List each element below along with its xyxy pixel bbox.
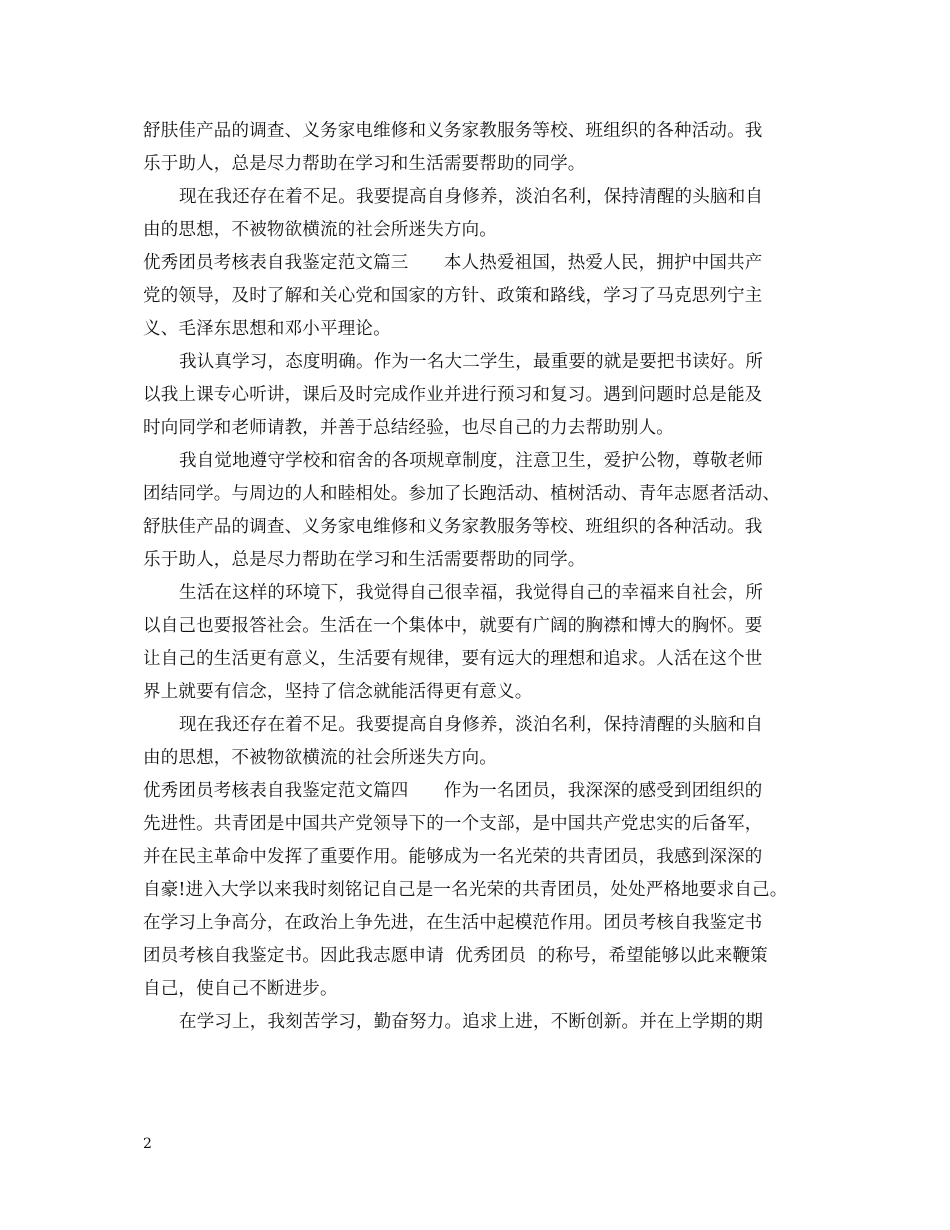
text-line: 时向同学和老师请教，并善于总结经验，也尽自己的力去帮助别人。 — [143, 418, 674, 438]
text-line: 团结同学。与周边的人和睦相处。参加了长跑活动、植树活动、青年志愿者活动、 — [143, 484, 781, 504]
text-line: 自己，使自己不断进步。 — [143, 979, 338, 999]
text-line: 乐于助人，总是尽力帮助在学习和生活需要帮助的同学。 — [143, 550, 586, 570]
text-line: 团员考核自我鉴定书。因此我志愿申请 优秀团员 的称号，希望能够以此来鞭策 — [143, 946, 768, 966]
text-line: 由的思想，不被物欲横流的社会所迷失方向。 — [143, 748, 497, 768]
text-line: 我认真学习，态度明确。作为一名大二学生，最重要的就是要把书读好。所 — [179, 352, 764, 372]
text-line: 优秀团员考核表自我鉴定范文篇四 作为一名团员，我深深的感受到团组织的 — [143, 781, 763, 801]
text-line: 先进性。共青团是中国共产党领导下的一个支部，是中国共产党忠实的后备军， — [143, 814, 763, 834]
text-line: 现在我还存在着不足。我要提高自身修养，淡泊名利，保持清醒的头脑和自 — [179, 715, 764, 735]
text-line: 以自己也要报答社会。生活在一个集体中，就要有广阔的胸襟和博大的胸怀。要 — [143, 616, 763, 636]
text-line: 舒肤佳产品的调查、义务家电维修和义务家教服务等校、班组织的各种活动。我 — [143, 121, 763, 141]
text-line: 界上就要有信念，坚持了信念就能活得更有意义。 — [143, 682, 533, 702]
text-line: 在学习上，我刻苦学习，勤奋努力。追求上进，不断创新。并在上学期的期 — [179, 1012, 764, 1032]
text-line: 现在我还存在着不足。我要提高自身修养，淡泊名利，保持清醒的头脑和自 — [179, 187, 764, 207]
text-line: 并在民主革命中发挥了重要作用。能够成为一名光荣的共青团员，我感到深深的 — [143, 847, 763, 867]
page-number: 2 — [143, 1136, 152, 1152]
text-line: 生活在这样的环境下，我觉得自己很幸福，我觉得自己的幸福来自社会，所 — [179, 583, 764, 603]
text-line: 党的领导，及时了解和关心党和国家的方针、政策和路线，学习了马克思列宁主 — [143, 286, 763, 306]
text-line: 让自己的生活更有意义，生活要有规律，要有远大的理想和追求。人活在这个世 — [143, 649, 763, 669]
text-line: 义、毛泽东思想和邓小平理论。 — [143, 319, 391, 339]
document-body — [143, 115, 823, 1039]
text-line: 优秀团员考核表自我鉴定范文篇三 本人热爱祖国，热爱人民，拥护中国共产 — [143, 253, 763, 273]
text-line: 舒肤佳产品的调查、义务家电维修和义务家教服务等校、班组织的各种活动。我 — [143, 517, 763, 537]
text-line: 以我上课专心听讲，课后及时完成作业并进行预习和复习。遇到问题时总是能及 — [143, 385, 763, 405]
text-line: 在学习上争高分，在政治上争先进，在生活中起模范作用。团员考核自我鉴定书 — [143, 913, 763, 933]
text-line: 自豪!进入大学以来我时刻铭记自己是一名光荣的共青团员，处处严格地要求自己。 — [143, 880, 788, 900]
text-line: 由的思想，不被物欲横流的社会所迷失方向。 — [143, 220, 497, 240]
text-line: 乐于助人，总是尽力帮助在学习和生活需要帮助的同学。 — [143, 154, 586, 174]
text-line: 我自觉地遵守学校和宿舍的各项规章制度，注意卫生，爱护公物，尊敬老师 — [179, 451, 764, 471]
